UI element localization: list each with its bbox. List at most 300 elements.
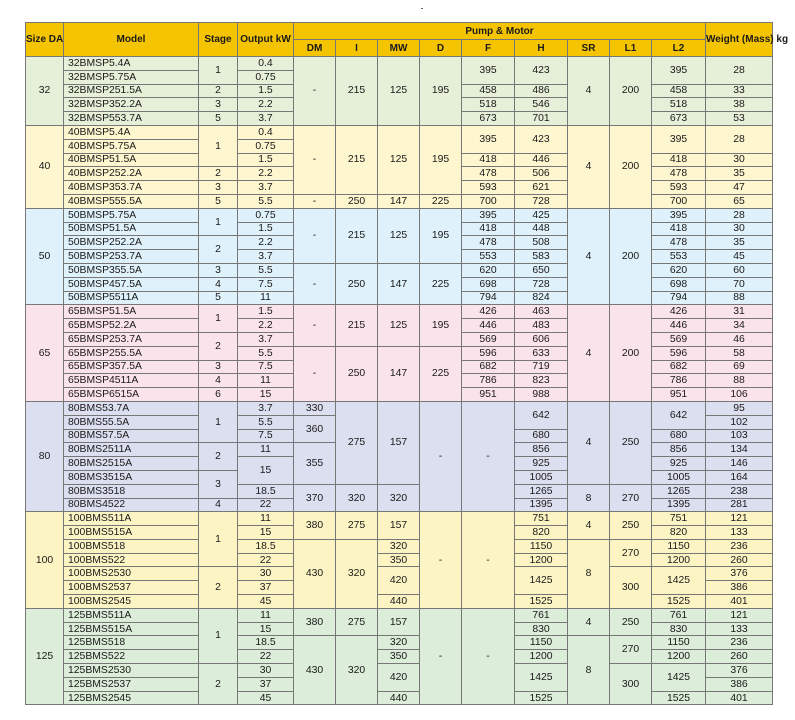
h-cell: 1525 [515, 691, 568, 705]
i-cell: 320 [336, 484, 378, 512]
i-cell: 275 [336, 512, 378, 540]
model-cell: 65BMSP52.2A [64, 319, 199, 333]
output-cell: 7.5 [238, 360, 294, 374]
i-cell: 250 [336, 194, 378, 208]
stage-cell: 2 [199, 332, 238, 360]
output-cell: 45 [238, 691, 294, 705]
table-row [26, 57, 773, 71]
d-cell: 195 [420, 125, 462, 194]
dm-cell: - [294, 305, 336, 346]
model-cell: 100BMS511A [64, 512, 199, 526]
col-header-stage: Stage [199, 23, 238, 57]
mw-cell: 440 [378, 691, 420, 705]
size-cell: 50 [26, 208, 64, 305]
sr-cell: 4 [568, 57, 610, 126]
stage-cell: 2 [199, 443, 238, 471]
l2-cell: 426 [652, 305, 706, 319]
weight-cell: 46 [706, 332, 773, 346]
table-row [26, 539, 773, 553]
weight-cell: 65 [706, 194, 773, 208]
sr-cell: 4 [568, 608, 610, 636]
model-cell: 100BMS2537 [64, 581, 199, 595]
l2-cell: 820 [652, 526, 706, 540]
weight-cell: 47 [706, 181, 773, 195]
l1-cell: 200 [610, 305, 652, 402]
weight-cell: 88 [706, 374, 773, 388]
output-cell: 1.5 [238, 305, 294, 319]
model-cell: 125BMS2537 [64, 677, 199, 691]
h-cell: 650 [515, 263, 568, 277]
table-row [26, 125, 773, 139]
output-cell: 18.5 [238, 539, 294, 553]
col-header-l1: L1 [610, 40, 652, 57]
output-cell: 15 [238, 526, 294, 540]
weight-cell: 38 [706, 98, 773, 112]
size-cell: 125 [26, 608, 64, 705]
model-cell: 100BMS515A [64, 526, 199, 540]
h-cell: 1200 [515, 650, 568, 664]
h-cell: 642 [515, 401, 568, 429]
model-cell: 65BMSP255.5A [64, 346, 199, 360]
stage-cell: 4 [199, 498, 238, 512]
output-cell: 0.75 [238, 208, 294, 222]
output-cell: 22 [238, 553, 294, 567]
model-cell: 32BMSP5.4A [64, 57, 199, 71]
l2-cell: 418 [652, 222, 706, 236]
model-cell: 125BMS2545 [64, 691, 199, 705]
col-header-model: Model [64, 23, 199, 57]
i-cell: 320 [336, 539, 378, 608]
col-header-sr: SR [568, 40, 610, 57]
stage-cell: 3 [199, 360, 238, 374]
page-mark [421, 8, 423, 9]
h-cell: 606 [515, 332, 568, 346]
l1-cell: 270 [610, 539, 652, 567]
f-cell: 596 [462, 346, 515, 360]
dm-cell: 330 [294, 401, 336, 415]
table-row [26, 512, 773, 526]
mw-cell: 125 [378, 125, 420, 194]
model-cell: 80BMS4522 [64, 498, 199, 512]
l2-cell: 682 [652, 360, 706, 374]
l2-cell: 1425 [652, 664, 706, 692]
weight-cell: 60 [706, 263, 773, 277]
h-cell: 1425 [515, 664, 568, 692]
d-cell: - [420, 401, 462, 511]
stage-cell: 4 [199, 374, 238, 388]
h-cell: 925 [515, 457, 568, 471]
h-cell: 1525 [515, 595, 568, 609]
l2-cell: 418 [652, 153, 706, 167]
h-cell: 856 [515, 443, 568, 457]
stage-cell: 3 [199, 470, 238, 498]
model-cell: 40BMSP555.5A [64, 194, 199, 208]
mw-cell: 157 [378, 512, 420, 540]
weight-cell: 260 [706, 650, 773, 664]
stage-cell: 3 [199, 263, 238, 277]
col-header-d: D [420, 40, 462, 57]
mw-cell: 125 [378, 208, 420, 263]
l2-cell: 593 [652, 181, 706, 195]
stage-cell: 1 [199, 57, 238, 85]
output-cell: 7.5 [238, 277, 294, 291]
model-cell: 100BMS518 [64, 539, 199, 553]
f-cell: 458 [462, 84, 515, 98]
f-cell: 593 [462, 181, 515, 195]
table-row [26, 553, 773, 567]
weight-cell: 45 [706, 250, 773, 264]
weight-cell: 401 [706, 595, 773, 609]
f-cell: 682 [462, 360, 515, 374]
output-cell: 22 [238, 498, 294, 512]
output-cell: 18.5 [238, 484, 294, 498]
weight-cell: 386 [706, 581, 773, 595]
model-cell: 32BMSP5.75A [64, 70, 199, 84]
f-cell: 418 [462, 222, 515, 236]
l2-cell: 1395 [652, 498, 706, 512]
model-cell: 40BMSP252.2A [64, 167, 199, 181]
model-cell: 50BMSP253.7A [64, 250, 199, 264]
h-cell: 988 [515, 388, 568, 402]
h-cell: 633 [515, 346, 568, 360]
weight-cell: 376 [706, 567, 773, 581]
model-cell: 65BMSP357.5A [64, 360, 199, 374]
h-cell: 1265 [515, 484, 568, 498]
stage-cell: 6 [199, 388, 238, 402]
l2-cell: 642 [652, 401, 706, 429]
model-cell: 125BMS522 [64, 650, 199, 664]
l2-cell: 620 [652, 263, 706, 277]
l2-cell: 596 [652, 346, 706, 360]
f-cell: 478 [462, 236, 515, 250]
h-cell: 546 [515, 98, 568, 112]
f-cell: 700 [462, 194, 515, 208]
col-header-mw: MW [378, 40, 420, 57]
model-cell: 65BMSP6515A [64, 388, 199, 402]
stage-cell: 2 [199, 236, 238, 264]
weight-cell: 164 [706, 470, 773, 484]
f-cell: 569 [462, 332, 515, 346]
output-cell: 30 [238, 567, 294, 581]
stage-cell: 1 [199, 512, 238, 567]
mw-cell: 350 [378, 650, 420, 664]
h-cell: 1150 [515, 539, 568, 553]
h-cell: 1005 [515, 470, 568, 484]
model-cell: 100BMS522 [64, 553, 199, 567]
output-cell: 3.7 [238, 112, 294, 126]
weight-cell: 133 [706, 622, 773, 636]
f-cell: - [462, 512, 515, 609]
h-cell: 448 [515, 222, 568, 236]
weight-cell: 238 [706, 484, 773, 498]
l2-cell: 1200 [652, 650, 706, 664]
col-header-size: Size DA [26, 23, 64, 57]
mw-cell: 157 [378, 608, 420, 636]
h-cell: 486 [515, 84, 568, 98]
h-cell: 1395 [515, 498, 568, 512]
l2-cell: 395 [652, 208, 706, 222]
f-cell: 951 [462, 388, 515, 402]
output-cell: 2.2 [238, 236, 294, 250]
weight-cell: 376 [706, 664, 773, 678]
f-cell: 673 [462, 112, 515, 126]
l2-cell: 786 [652, 374, 706, 388]
output-cell: 15 [238, 388, 294, 402]
col-header-i: I [336, 40, 378, 57]
weight-cell: 58 [706, 346, 773, 360]
l2-cell: 856 [652, 443, 706, 457]
h-cell: 446 [515, 153, 568, 167]
mw-cell: 350 [378, 553, 420, 567]
model-cell: 100BMS2530 [64, 567, 199, 581]
weight-cell: 35 [706, 167, 773, 181]
weight-cell: 236 [706, 636, 773, 650]
l1-cell: 300 [610, 664, 652, 705]
model-cell: 50BMSP457.5A [64, 277, 199, 291]
mw-cell: 125 [378, 57, 420, 126]
l2-cell: 1425 [652, 567, 706, 595]
l2-cell: 478 [652, 236, 706, 250]
mw-cell: 147 [378, 194, 420, 208]
weight-cell: 35 [706, 236, 773, 250]
mw-cell: 320 [378, 636, 420, 650]
output-cell: 11 [238, 374, 294, 388]
size-cell: 40 [26, 125, 64, 208]
h-cell: 824 [515, 291, 568, 305]
l2-cell: 1200 [652, 553, 706, 567]
h-cell: 823 [515, 374, 568, 388]
col-header-l2: L2 [652, 40, 706, 57]
col-header-h: H [515, 40, 568, 57]
output-cell: 11 [238, 608, 294, 622]
output-cell: 11 [238, 291, 294, 305]
f-cell: - [462, 608, 515, 705]
l1-cell: 200 [610, 208, 652, 305]
stage-cell: 1 [199, 608, 238, 663]
output-cell: 37 [238, 677, 294, 691]
l2-cell: 518 [652, 98, 706, 112]
f-cell: 698 [462, 277, 515, 291]
f-cell: 478 [462, 167, 515, 181]
sr-cell: 4 [568, 401, 610, 484]
mw-cell: 157 [378, 401, 420, 484]
h-cell: 719 [515, 360, 568, 374]
stage-cell: 2 [199, 567, 238, 608]
table-row [26, 263, 773, 277]
table-row [26, 346, 773, 360]
model-cell: 50BMSP5511A [64, 291, 199, 305]
i-cell: 320 [336, 636, 378, 705]
dm-cell: - [294, 125, 336, 194]
stage-cell: 5 [199, 194, 238, 208]
l2-cell: 446 [652, 319, 706, 333]
model-cell: 100BMS2545 [64, 595, 199, 609]
stage-cell: 1 [199, 125, 238, 166]
f-cell: 553 [462, 250, 515, 264]
model-cell: 65BMSP4511A [64, 374, 199, 388]
model-cell: 80BMS57.5A [64, 429, 199, 443]
d-cell: 195 [420, 57, 462, 126]
output-cell: 18.5 [238, 636, 294, 650]
l2-cell: 698 [652, 277, 706, 291]
l1-cell: 200 [610, 57, 652, 126]
weight-cell: 30 [706, 153, 773, 167]
h-cell: 830 [515, 622, 568, 636]
sr-cell: 8 [568, 636, 610, 705]
model-cell: 40BMSP5.75A [64, 139, 199, 153]
l2-cell: 1525 [652, 595, 706, 609]
col-header-f: F [462, 40, 515, 57]
d-cell: - [420, 512, 462, 609]
l1-cell: 300 [610, 567, 652, 608]
f-cell: - [462, 401, 515, 511]
size-cell: 65 [26, 305, 64, 402]
stage-cell: 1 [199, 208, 238, 236]
output-cell: 15 [238, 457, 294, 485]
output-cell: 0.4 [238, 57, 294, 71]
model-cell: 125BMS518 [64, 636, 199, 650]
weight-cell: 106 [706, 388, 773, 402]
stage-cell: 3 [199, 181, 238, 195]
model-cell: 80BMS2511A [64, 443, 199, 457]
l2-cell: 1265 [652, 484, 706, 498]
pump-spec-table [25, 22, 789, 705]
weight-cell: 121 [706, 608, 773, 622]
i-cell: 215 [336, 57, 378, 126]
h-cell: 680 [515, 429, 568, 443]
h-cell: 820 [515, 526, 568, 540]
d-cell: 225 [420, 263, 462, 304]
l2-cell: 478 [652, 167, 706, 181]
weight-cell: 53 [706, 112, 773, 126]
l2-cell: 1150 [652, 636, 706, 650]
h-cell: 423 [515, 125, 568, 153]
model-cell: 65BMSP51.5A [64, 305, 199, 319]
weight-cell: 386 [706, 677, 773, 691]
h-cell: 423 [515, 57, 568, 85]
l2-cell: 951 [652, 388, 706, 402]
stage-cell: 5 [199, 112, 238, 126]
table-row [26, 636, 773, 650]
weight-cell: 236 [706, 539, 773, 553]
l2-cell: 700 [652, 194, 706, 208]
output-cell: 3.7 [238, 181, 294, 195]
weight-cell: 401 [706, 691, 773, 705]
f-cell: 395 [462, 125, 515, 153]
weight-cell: 133 [706, 526, 773, 540]
l2-cell: 569 [652, 332, 706, 346]
col-header-pump-motor: Pump & Motor [294, 23, 706, 40]
h-cell: 728 [515, 194, 568, 208]
table-row [26, 567, 773, 581]
model-cell: 50BMSP51.5A [64, 222, 199, 236]
output-cell: 2.2 [238, 167, 294, 181]
weight-cell: 33 [706, 84, 773, 98]
h-cell: 463 [515, 305, 568, 319]
l2-cell: 1525 [652, 691, 706, 705]
model-cell: 40BMSP51.5A [64, 153, 199, 167]
dm-cell: 380 [294, 608, 336, 636]
col-header-dm: DM [294, 40, 336, 57]
h-cell: 751 [515, 512, 568, 526]
model-cell: 125BMS2530 [64, 664, 199, 678]
stage-cell: 4 [199, 277, 238, 291]
h-cell: 761 [515, 608, 568, 622]
size-cell: 80 [26, 401, 64, 511]
output-cell: 7.5 [238, 429, 294, 443]
output-cell: 3.7 [238, 250, 294, 264]
l1-cell: 250 [610, 512, 652, 540]
f-cell: 446 [462, 319, 515, 333]
h-cell: 1425 [515, 567, 568, 595]
l2-cell: 751 [652, 512, 706, 526]
i-cell: 215 [336, 208, 378, 263]
stage-cell: 2 [199, 664, 238, 705]
model-cell: 50BMSP252.2A [64, 236, 199, 250]
h-cell: 728 [515, 277, 568, 291]
sr-cell: 4 [568, 125, 610, 208]
mw-cell: 440 [378, 595, 420, 609]
model-cell: 32BMSP553.7A [64, 112, 199, 126]
mw-cell: 420 [378, 567, 420, 595]
d-cell: 195 [420, 208, 462, 263]
sr-cell: 8 [568, 539, 610, 608]
h-cell: 621 [515, 181, 568, 195]
weight-cell: 70 [706, 277, 773, 291]
weight-cell: 28 [706, 208, 773, 222]
output-cell: 0.75 [238, 70, 294, 84]
table-row [26, 484, 773, 498]
size-cell: 32 [26, 57, 64, 126]
output-cell: 5.5 [238, 194, 294, 208]
output-cell: 37 [238, 581, 294, 595]
weight-cell: 28 [706, 125, 773, 153]
output-cell: 5.5 [238, 415, 294, 429]
i-cell: 215 [336, 305, 378, 346]
output-cell: 2.2 [238, 98, 294, 112]
model-cell: 80BMS53.7A [64, 401, 199, 415]
dm-cell: 430 [294, 636, 336, 705]
model-cell: 80BMS3518 [64, 484, 199, 498]
stage-cell: 1 [199, 401, 238, 442]
h-cell: 425 [515, 208, 568, 222]
h-cell: 701 [515, 112, 568, 126]
d-cell: 195 [420, 305, 462, 346]
mw-cell: 320 [378, 484, 420, 512]
h-cell: 483 [515, 319, 568, 333]
weight-cell: 88 [706, 291, 773, 305]
output-cell: 1.5 [238, 222, 294, 236]
dm-cell: - [294, 57, 336, 126]
output-cell: 30 [238, 664, 294, 678]
dm-cell: - [294, 208, 336, 263]
l1-cell: 250 [610, 401, 652, 484]
l2-cell: 1150 [652, 539, 706, 553]
l2-cell: 925 [652, 457, 706, 471]
weight-cell: 31 [706, 305, 773, 319]
model-cell: 65BMSP253.7A [64, 332, 199, 346]
i-cell: 215 [336, 125, 378, 194]
h-cell: 1200 [515, 553, 568, 567]
l1-cell: 270 [610, 484, 652, 512]
stage-cell: 3 [199, 98, 238, 112]
l2-cell: 553 [652, 250, 706, 264]
f-cell: 395 [462, 57, 515, 85]
table-row [26, 401, 773, 415]
sr-cell: 4 [568, 305, 610, 402]
f-cell: 418 [462, 153, 515, 167]
f-cell: 426 [462, 305, 515, 319]
